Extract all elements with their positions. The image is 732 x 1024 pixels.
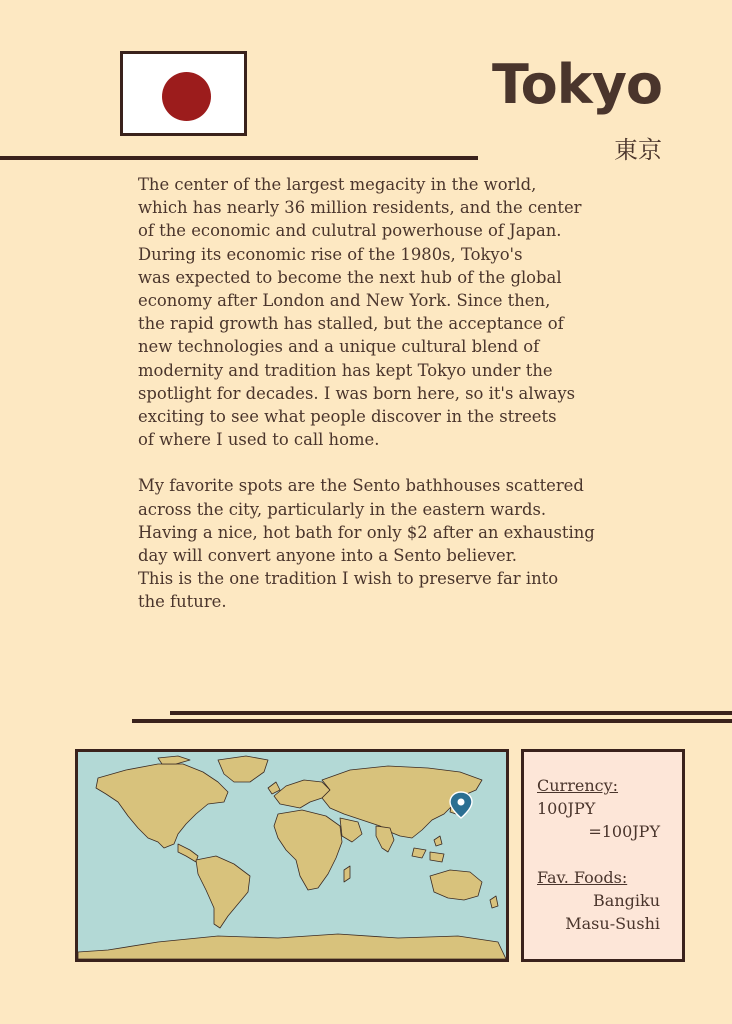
divider-middle-upper	[170, 711, 732, 715]
world-map-icon	[75, 749, 509, 962]
page-title: Tokyo	[492, 53, 662, 116]
food-item: Bangiku	[593, 891, 660, 910]
divider-top	[0, 156, 478, 160]
spacer	[537, 843, 660, 866]
location-pin-icon	[450, 792, 472, 818]
info-panel	[521, 749, 685, 962]
currency-value-line-1: 100JPY	[537, 799, 596, 818]
currency-label: Currency:	[537, 776, 619, 795]
paragraph-2: My favorite spots are the Sento bathhouses scattered across the city, particularly in the eastern wards. Having a nice, hot bath for only $2 after an exhausting day will convert anyone into a Sento believer. This is the one tradition I wish to preserve far into the future.	[138, 476, 595, 612]
flag-sun	[162, 72, 211, 121]
description	[138, 173, 628, 614]
currency-value-line-2: =100JPY	[588, 822, 660, 841]
japan-flag-icon	[120, 51, 247, 136]
foods-label: Fav. Foods:	[537, 868, 628, 887]
divider-middle-lower	[132, 719, 732, 723]
page-subtitle: 東京	[614, 136, 662, 164]
food-item: Masu-Sushi	[565, 914, 660, 933]
paragraph-1: The center of the largest megacity in the world, which has nearly 36 million residents, and the center of the economic and culutral powerhouse of Japan. During its economic rise of the 1980s, Tokyo's was expected to become the next hub of the global economy after London and New York. Since then, the rapid growth has stalled, but the acceptance of new technologies and a unique cultural blend of modernity and tradition has kept Tokyo under the spotlight for decades. I was born here, so it's always exciting to see what people discover in the streets of where I used to call home.	[138, 175, 582, 450]
